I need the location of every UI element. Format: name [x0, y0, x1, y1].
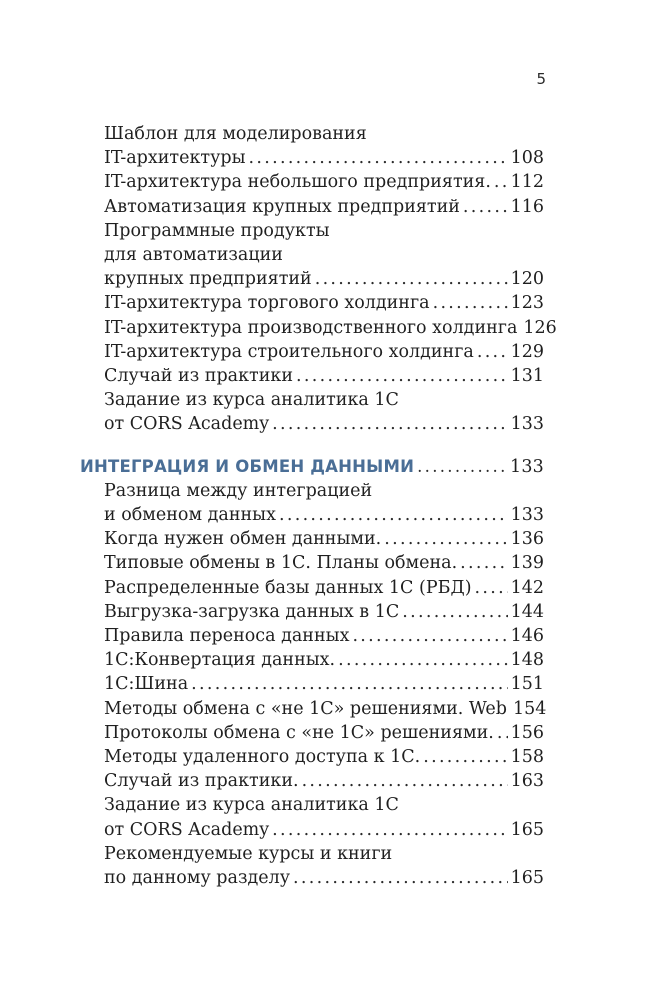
toc-entry-last-line [104, 364, 544, 388]
toc-entry-last-line [104, 170, 544, 194]
toc-entry-title: IT-архитектура торгового холдинга [104, 293, 430, 314]
toc-entry-title: IT-архитектура небольшого предприятия. [104, 172, 491, 193]
toc-entry-line [104, 479, 544, 503]
toc-entry-page: 165 [510, 868, 544, 889]
toc-section-heading[interactable] [80, 455, 544, 479]
toc-entry-page: 133 [510, 505, 544, 526]
toc-entry-last-line [104, 745, 544, 769]
toc-entry-title: Программные продукты [104, 220, 330, 241]
toc-entry-title: от CORS Academy [104, 819, 270, 840]
page-number: 5 [536, 70, 546, 88]
toc-entry-last-line [104, 769, 544, 793]
dot-leader [352, 624, 507, 648]
toc-entry[interactable] [104, 219, 544, 292]
toc-entry-title: 1С:Конвертация данных. [104, 650, 336, 671]
dot-leader [402, 600, 507, 624]
toc-entry-page: 165 [510, 819, 544, 840]
toc-entry-line [104, 243, 544, 267]
dot-leader [272, 412, 507, 436]
toc-entry-title: Правила переноса данных [104, 626, 350, 647]
dot-leader [417, 455, 507, 479]
toc-entry-last-line [104, 576, 544, 600]
toc-entry-line [104, 219, 544, 243]
table-of-contents [80, 122, 557, 890]
toc-entry-page: 131 [510, 366, 544, 387]
toc-entry-title: Распределенные базы данных 1С (РБД) [104, 577, 472, 598]
toc-entry-last-line [104, 146, 544, 170]
section-page: 133 [509, 456, 544, 477]
toc-entry-page: 108 [510, 148, 544, 169]
toc-entry-last-line [104, 267, 544, 291]
toc-entry[interactable] [104, 769, 544, 793]
toc-entry[interactable] [104, 291, 544, 315]
toc-entry-page: 151 [510, 674, 544, 695]
toc-entry-title: IT-архитектура производственного холдинга [104, 317, 518, 338]
dot-leader [475, 576, 508, 600]
toc-entry[interactable] [104, 624, 544, 648]
dot-leader [477, 340, 508, 364]
toc-entry-last-line [104, 527, 544, 551]
toc-entry-last-line [104, 551, 544, 575]
toc-entry-last-line [104, 672, 544, 696]
toc-entry-page: 112 [510, 172, 544, 193]
toc-entry-title: Шаблон для моделирования [104, 124, 367, 144]
toc-entry[interactable] [104, 600, 544, 624]
toc-entry-title: Разница между интеграцией [104, 480, 373, 501]
toc-entry[interactable] [104, 648, 544, 672]
toc-entry-page: 123 [510, 293, 544, 314]
toc-entry-last-line [104, 291, 544, 315]
dot-leader [279, 503, 508, 527]
toc-entry-title: IT-архитектура строительного холдинга [104, 341, 474, 362]
toc-entry-page: 154 [512, 698, 547, 719]
toc-entry-title: для автоматизации [104, 245, 283, 266]
toc-entry[interactable] [104, 842, 544, 890]
dot-leader [338, 648, 507, 672]
toc-entry-title: IT-архитектуры [104, 148, 246, 169]
toc-entry[interactable] [104, 340, 544, 364]
toc-entry-page: 156 [510, 722, 544, 743]
toc-entry-page: 136 [510, 529, 544, 550]
toc-entry-last-line [104, 195, 544, 219]
dot-leader [460, 551, 507, 575]
dot-leader [293, 866, 508, 890]
toc-entry[interactable] [104, 316, 557, 340]
toc-entry-page: 129 [510, 341, 544, 362]
toc-entry-title: Автоматизация крупных предприятий [104, 196, 460, 217]
dot-leader [302, 769, 508, 793]
toc-entry-page: 126 [523, 317, 557, 338]
section-title: ИНТЕГРАЦИЯ И ОБМЕН ДАННЫМИ [80, 456, 415, 476]
dot-leader [191, 672, 507, 696]
toc-entry-title: Выгрузка-загрузка данных в 1С [104, 601, 400, 622]
toc-entry-title: Методы обмена с «не 1С» решениями. Web [104, 698, 507, 719]
toc-entry-page: 146 [510, 626, 544, 647]
dot-leader [296, 364, 508, 388]
dot-leader [272, 818, 507, 842]
toc-entry-last-line [104, 697, 547, 721]
toc-entry-page: 142 [510, 577, 544, 598]
toc-entry-last-line [104, 412, 544, 436]
toc-entry-page: 116 [510, 196, 544, 217]
dot-leader [497, 721, 508, 745]
toc-entry[interactable] [104, 364, 544, 388]
toc-entry[interactable] [104, 122, 544, 170]
toc-entry[interactable] [104, 479, 544, 527]
toc-entry[interactable] [104, 793, 544, 841]
toc-entry-last-line [104, 648, 544, 672]
toc-entry[interactable] [104, 551, 544, 575]
toc-entry-last-line [104, 818, 544, 842]
toc-entry-title: Методы удаленного доступа к 1С. [104, 747, 421, 768]
toc-entry-title: 1С:Шина [104, 674, 189, 695]
toc-entry-title: и обменом данных [104, 505, 276, 526]
toc-entry[interactable] [104, 672, 544, 696]
toc-entry[interactable] [104, 697, 547, 721]
toc-entry-page: 163 [510, 771, 544, 792]
toc-entry[interactable] [104, 721, 544, 745]
toc-entry-last-line [104, 316, 557, 340]
toc-entry-line [104, 122, 544, 146]
toc-entry-page: 139 [510, 553, 544, 574]
dot-leader [384, 527, 507, 551]
toc-entry[interactable] [104, 195, 544, 219]
toc-group-1 [104, 122, 557, 437]
toc-entry-last-line [104, 721, 544, 745]
toc-entry-title: Случай из практики [104, 366, 293, 387]
toc-entry-page: 158 [510, 747, 544, 768]
toc-entry[interactable] [104, 576, 544, 600]
toc-entry-last-line [104, 503, 544, 527]
dot-leader [315, 267, 508, 291]
toc-entry-page: 120 [510, 269, 544, 290]
dot-leader [494, 170, 508, 194]
toc-entry[interactable] [104, 388, 544, 436]
toc-entry-page: 133 [510, 414, 544, 435]
toc-entry-title: Случай из практики. [104, 771, 299, 792]
toc-entry-title: по данному разделу [104, 868, 291, 889]
toc-entry-title: Рекомендуемые курсы и книги [104, 843, 393, 864]
toc-entry[interactable] [104, 527, 544, 551]
section-spacer [104, 437, 544, 455]
toc-entry-last-line [104, 624, 544, 648]
toc-entry-page: 148 [510, 650, 544, 671]
toc-entry-title: Протоколы обмена с «не 1С» решениями. [104, 722, 494, 743]
toc-entry-title: от CORS Academy [104, 414, 270, 435]
toc-entry-title: Задание из курса аналитика 1С [104, 795, 399, 816]
toc-entry-title: крупных предприятий [104, 269, 312, 290]
toc-entry-title: Задание из курса аналитика 1С [104, 390, 399, 411]
toc-entry-page: 144 [510, 601, 544, 622]
toc-entry-line [104, 793, 544, 817]
toc-entry-line [104, 388, 544, 412]
dot-leader [463, 195, 508, 219]
toc-entry-last-line [104, 866, 544, 890]
toc-entry-line [104, 842, 544, 866]
toc-entry-last-line [104, 340, 544, 364]
dot-leader [433, 291, 508, 315]
toc-entry-title: Типовые обмены в 1С. Планы обмена. [104, 553, 458, 574]
toc-entry[interactable] [104, 745, 544, 769]
toc-entry-last-line [104, 600, 544, 624]
toc-entry[interactable] [104, 170, 544, 194]
toc-group-2 [104, 479, 547, 890]
dot-leader [249, 146, 508, 170]
toc-entry-title: Когда нужен обмен данными. [104, 529, 382, 550]
dot-leader [423, 745, 507, 769]
